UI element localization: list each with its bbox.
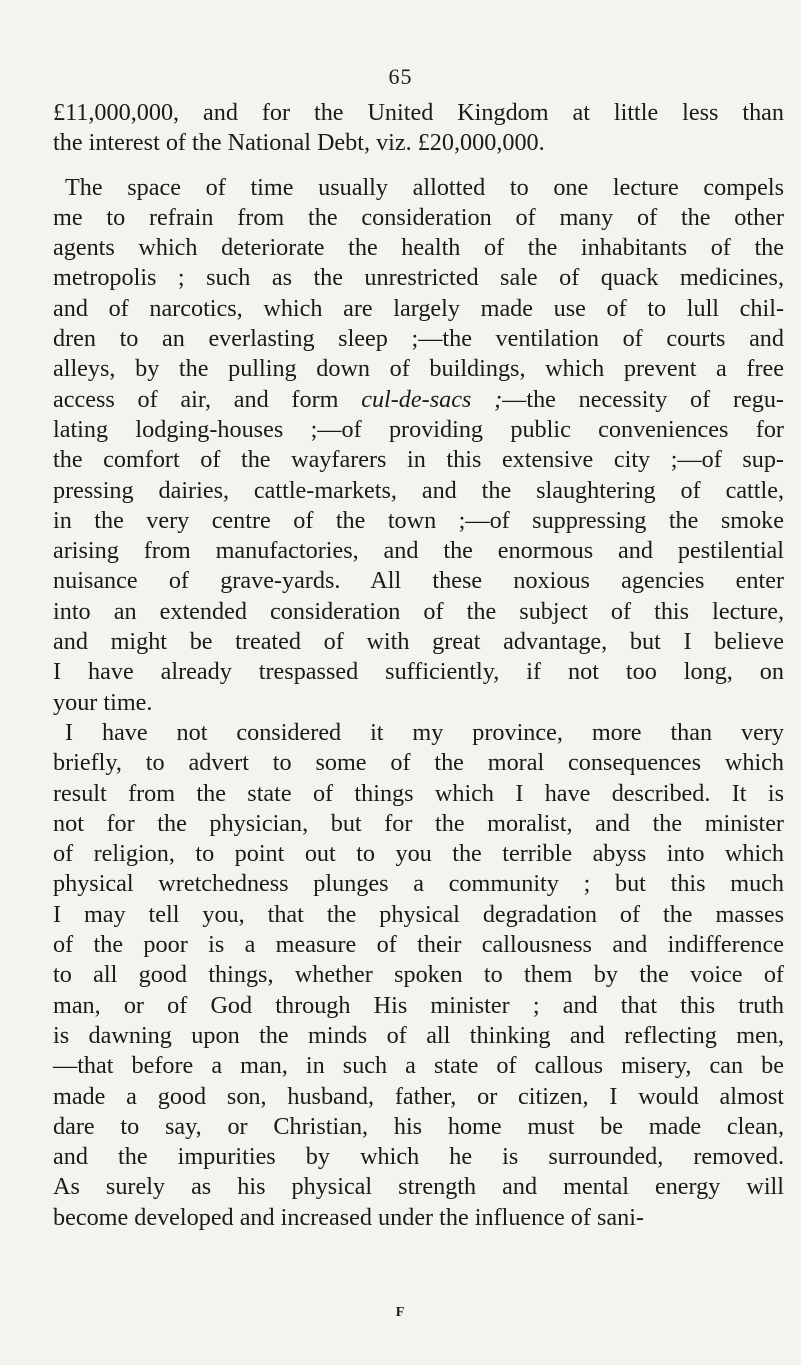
text-line: made a good son, husband, father, or citizen, I would almost: [53, 1082, 784, 1110]
text-line: physical wretchedness plunges a community ; but this much: [53, 870, 784, 898]
text-line: the comfort of the wayfarers in this extensive city ;—of sup-: [53, 446, 784, 474]
text-line: into an extended consideration of the subject of this lecture,: [53, 597, 784, 625]
italic-term: cul-de-sacs ;: [361, 385, 503, 413]
text-line: lating lodging-houses ;—of providing public conveniences for: [53, 415, 784, 443]
text-line: £11,000,000, and for the United Kingdom at little less than: [53, 99, 784, 126]
signature-mark: F: [395, 1305, 406, 1320]
page-number: 65: [388, 64, 413, 89]
body-text: [53, 98, 784, 1233]
text-line: me to refrain from the consideration of many of the other: [53, 203, 784, 231]
paragraph: [53, 98, 784, 159]
text-line: not for the physician, but for the moralist, and the minister: [53, 809, 784, 837]
text-line: metropolis ; such as the unrestricted sale of quack medicines,: [53, 264, 784, 292]
text-line: briefly, to advert to some of the moral consequences which: [53, 749, 784, 777]
text-line: nuisance of grave-yards. All these noxious agencies enter: [53, 567, 784, 595]
text-line: result from the state of things which I have described. It is: [53, 779, 784, 807]
text-line: the interest of the National Debt, viz. £20,000,000.: [53, 129, 545, 157]
text-line: agents which deteriorate the health of the inhabitants of the: [53, 234, 784, 262]
text-line: of religion, to point out to you the terrible abyss into which: [53, 840, 784, 868]
text-line: I have already trespassed sufficiently, if not too long, on: [53, 658, 784, 686]
text-line: pressing dairies, cattle-markets, and the slaughtering of cattle,: [53, 476, 784, 504]
text-line: access of air, and form cul-de-sacs ;—the necessity of regu-: [53, 385, 784, 413]
text-line: become developed and increased under the influence of sani-: [53, 1203, 644, 1231]
text-line: arising from manufactories, and the enormous and pestilential: [53, 537, 784, 565]
text-line: is dawning upon the minds of all thinking and reflecting men,: [53, 1021, 784, 1049]
text-line: dren to an everlasting sleep ;—the ventilation of courts and: [53, 325, 784, 353]
text-line: your time.: [53, 688, 153, 716]
text-line: and the impurities by which he is surrounded, removed.: [53, 1143, 784, 1171]
text-line: of the poor is a measure of their callousness and indifference: [53, 931, 784, 959]
text-line: I have not considered it my province, more than very: [65, 718, 784, 746]
text-line: in the very centre of the town ;—of suppressing the smoke: [53, 506, 784, 534]
paragraph: [53, 718, 784, 1233]
text-line: As surely as his physical strength and mental energy will: [53, 1173, 784, 1201]
text-line: dare to say, or Christian, his home must be made clean,: [53, 1112, 784, 1140]
text-line: and might be treated of with great advantage, but I believe: [53, 628, 784, 656]
text-line: The space of time usually allotted to one lecture compels: [65, 173, 784, 201]
text-line: man, or of God through His minister ; and that this truth: [53, 991, 784, 1019]
text-line: —that before a man, in such a state of callous misery, can be: [53, 1052, 784, 1080]
text-line: and of narcotics, which are largely made use of to lull chil-: [53, 294, 784, 322]
text-line: to all good things, whether spoken to them by the voice of: [53, 961, 784, 989]
text-line: I may tell you, that the physical degradation of the masses: [53, 900, 784, 928]
text-line: alleys, by the pulling down of buildings, which prevent a free: [53, 355, 784, 383]
paragraph: [53, 173, 784, 718]
